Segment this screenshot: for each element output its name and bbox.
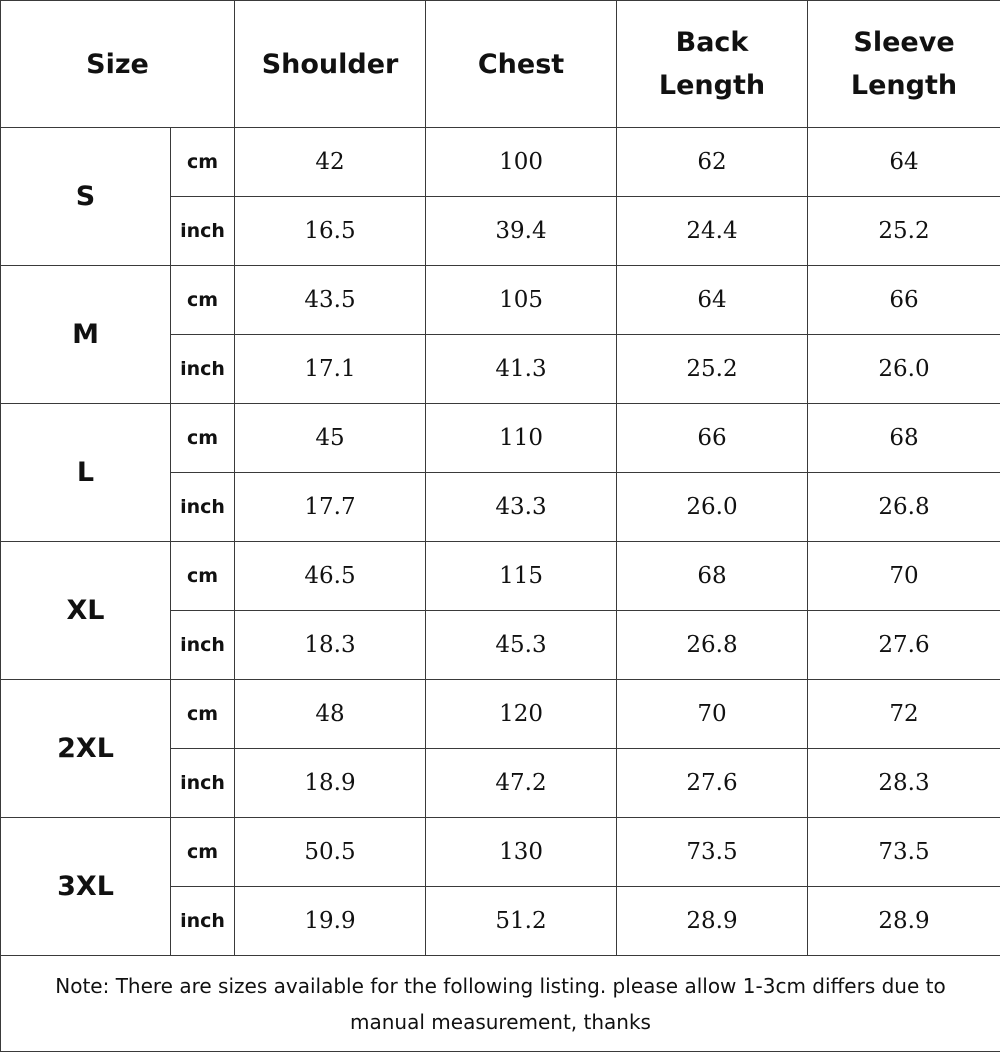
header-shoulder: Shoulder <box>235 1 426 128</box>
unit-label: inch <box>171 749 235 818</box>
unit-label: cm <box>171 818 235 887</box>
back-value: 28.9 <box>617 887 808 956</box>
chest-value: 110 <box>426 404 617 473</box>
shoulder-value: 43.5 <box>235 266 426 335</box>
table-row <box>1 266 1000 335</box>
back-value: 62 <box>617 128 808 197</box>
shoulder-value: 48 <box>235 680 426 749</box>
table-row <box>1 818 1000 887</box>
unit-label: cm <box>171 266 235 335</box>
chest-value: 105 <box>426 266 617 335</box>
shoulder-value: 46.5 <box>235 542 426 611</box>
shoulder-value: 19.9 <box>235 887 426 956</box>
header-sleeve-line2: Length <box>808 64 1000 107</box>
shoulder-value: 50.5 <box>235 818 426 887</box>
chest-value: 45.3 <box>426 611 617 680</box>
back-value: 25.2 <box>617 335 808 404</box>
sleeve-value: 26.0 <box>808 335 1000 404</box>
unit-label: inch <box>171 887 235 956</box>
sleeve-value: 73.5 <box>808 818 1000 887</box>
back-value: 26.8 <box>617 611 808 680</box>
chest-value: 100 <box>426 128 617 197</box>
table-row <box>1 128 1000 197</box>
size-label: M <box>1 266 171 404</box>
shoulder-value: 16.5 <box>235 197 426 266</box>
unit-label: inch <box>171 335 235 404</box>
size-label: 3XL <box>1 818 171 956</box>
back-value: 64 <box>617 266 808 335</box>
shoulder-value: 45 <box>235 404 426 473</box>
sleeve-value: 64 <box>808 128 1000 197</box>
back-value: 73.5 <box>617 818 808 887</box>
shoulder-value: 17.7 <box>235 473 426 542</box>
unit-label: inch <box>171 611 235 680</box>
table-row <box>1 680 1000 749</box>
table-row <box>1 404 1000 473</box>
shoulder-value: 17.1 <box>235 335 426 404</box>
note-row <box>1 956 1000 1052</box>
chest-value: 51.2 <box>426 887 617 956</box>
back-value: 26.0 <box>617 473 808 542</box>
sleeve-value: 25.2 <box>808 197 1000 266</box>
table-row <box>1 542 1000 611</box>
header-back-line2: Length <box>617 64 807 107</box>
shoulder-value: 18.3 <box>235 611 426 680</box>
sleeve-value: 28.9 <box>808 887 1000 956</box>
note-line-2: manual measurement, thanks <box>1 1004 1000 1040</box>
chest-value: 47.2 <box>426 749 617 818</box>
header-chest: Chest <box>426 1 617 128</box>
chest-value: 43.3 <box>426 473 617 542</box>
header-row <box>1 1 1000 128</box>
note-cell <box>1 956 1000 1052</box>
sleeve-value: 27.6 <box>808 611 1000 680</box>
back-value: 27.6 <box>617 749 808 818</box>
sleeve-value: 28.3 <box>808 749 1000 818</box>
unit-label: cm <box>171 542 235 611</box>
chest-value: 115 <box>426 542 617 611</box>
header-sleeve-line1: Sleeve <box>808 21 1000 64</box>
sleeve-value: 26.8 <box>808 473 1000 542</box>
back-value: 68 <box>617 542 808 611</box>
sleeve-value: 72 <box>808 680 1000 749</box>
sleeve-value: 66 <box>808 266 1000 335</box>
back-value: 66 <box>617 404 808 473</box>
chest-value: 41.3 <box>426 335 617 404</box>
header-size: Size <box>1 1 235 128</box>
size-label: XL <box>1 542 171 680</box>
unit-label: inch <box>171 197 235 266</box>
unit-label: cm <box>171 404 235 473</box>
shoulder-value: 42 <box>235 128 426 197</box>
note-line-1: Note: There are sizes available for the following listing. please allow 1-3cm differs due to <box>1 968 1000 1004</box>
sleeve-value: 68 <box>808 404 1000 473</box>
shoulder-value: 18.9 <box>235 749 426 818</box>
header-back-length <box>617 1 808 128</box>
size-label: S <box>1 128 171 266</box>
size-label: L <box>1 404 171 542</box>
back-value: 70 <box>617 680 808 749</box>
chest-value: 130 <box>426 818 617 887</box>
unit-label: cm <box>171 128 235 197</box>
size-label: 2XL <box>1 680 171 818</box>
unit-label: inch <box>171 473 235 542</box>
unit-label: cm <box>171 680 235 749</box>
chest-value: 39.4 <box>426 197 617 266</box>
header-sleeve-length <box>808 1 1000 128</box>
back-value: 24.4 <box>617 197 808 266</box>
chest-value: 120 <box>426 680 617 749</box>
header-back-line1: Back <box>617 21 807 64</box>
sleeve-value: 70 <box>808 542 1000 611</box>
